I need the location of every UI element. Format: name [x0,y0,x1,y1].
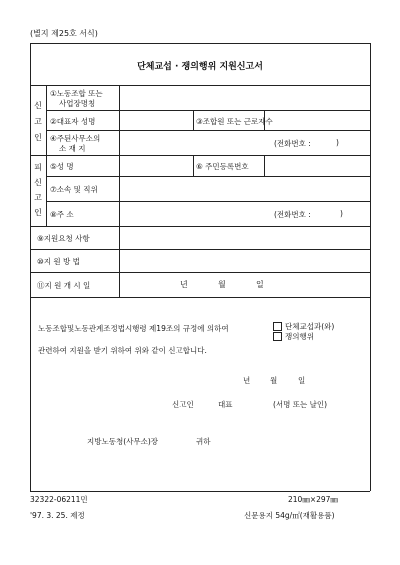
start-date-label: ⑪지 원 개 시 일 [37,281,91,290]
method-field[interactable] [121,251,368,270]
footer-size: 210㎜×297㎜ [288,495,338,504]
applicant-phone-label: (전화번호 : [274,139,311,148]
respondent-address-field[interactable] [121,203,368,224]
checkbox-industrial-action[interactable] [273,332,282,341]
respondent-phone-label: (전화번호 : [274,210,311,219]
members-label: ③조합원 또는 근로자수 [196,117,273,126]
form-title: 단체교섭 · 쟁의행위 지원신고서 [137,62,263,72]
position-field[interactable] [121,178,368,199]
respondent-address-label: ⑧주 소 [50,210,74,219]
footer-date: '97. 3. 25. 제정 [30,511,85,520]
signature-field[interactable]: (서명 또는 날인) [273,400,328,409]
resident-no-field[interactable] [266,157,368,174]
respondent-phone-close: ) [340,209,343,218]
footer-code: 32322-06211민 [30,495,88,504]
resident-no-label: ⑥ 주민등록번호 [196,162,249,171]
request-label: ⑨지원요청 사항 [37,234,90,243]
union-name-field[interactable] [121,87,368,108]
office-address-field[interactable] [121,132,368,153]
checkbox-bargaining[interactable] [273,322,282,331]
footer-paper: 신문용지 54g/㎡(재활용품) [244,511,335,520]
respondent-name-label: ⑤성 명 [50,162,74,171]
method-label: ⑩지 원 방 법 [37,257,80,266]
position-label: ⑦소속 및 직위 [50,185,98,194]
rep-name-field[interactable] [121,112,191,128]
members-field[interactable] [266,112,368,128]
form-number-label: (별지 제25호 서식) [30,29,98,38]
respondent-name-field[interactable] [121,157,191,174]
statement-line-1: 노동조합및노동관계조정법시행령 제19조의 규정에 의하여 [38,324,229,333]
request-field[interactable] [121,228,368,247]
rep-name-label: ②대표자 성명 [50,117,96,126]
statement-line-2: 관련하여 지원을 받기 위하여 위와 같이 신고합니다. [38,346,207,355]
applicant-phone-close: ) [336,138,339,147]
